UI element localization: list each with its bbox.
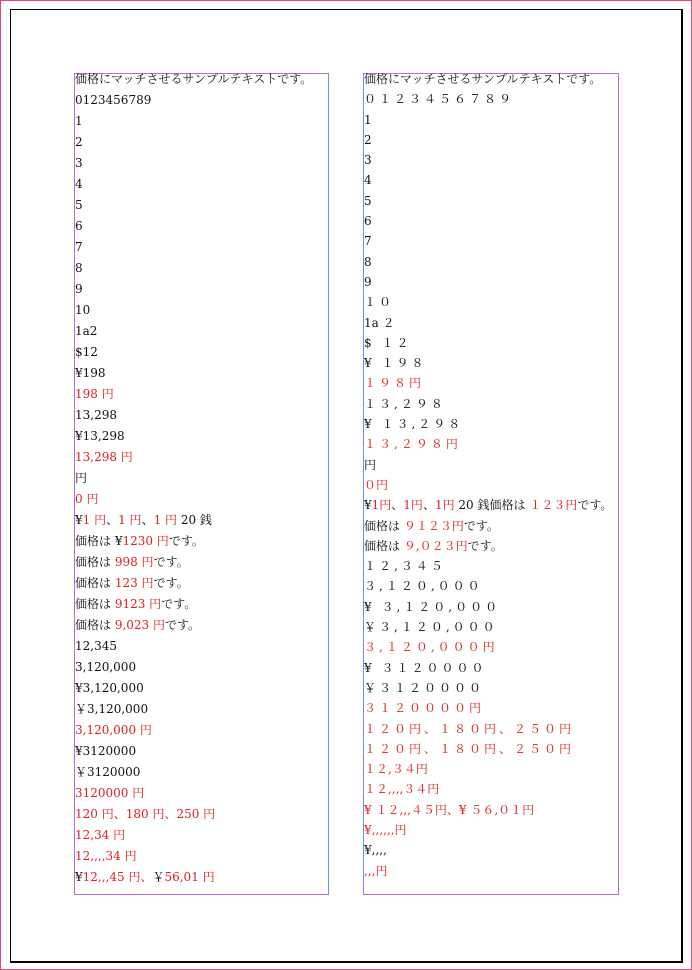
left-column-line (75, 638, 327, 659)
right-column-line (364, 315, 618, 335)
right-column-line (364, 863, 618, 883)
text-segment: 4 (364, 173, 372, 188)
left-column-line (75, 71, 327, 92)
text-fragment: ￥ (152, 870, 165, 884)
text-segment: 120 円、180 円、250 円 (75, 807, 216, 821)
text-segment: １２０円、１８０円、２５０円 (364, 741, 575, 756)
text-segment: 、 (106, 513, 119, 527)
text-segment: 、 (391, 498, 404, 513)
left-column-line (75, 428, 327, 449)
text-segment: 5 (364, 193, 372, 208)
text-segment: ¥ １２,,,４５円、¥ ５６,０１円 (364, 802, 535, 817)
left-column-line (75, 554, 327, 575)
text-segment: ¥3,120,000 (75, 681, 144, 695)
text-segment: １０ (364, 295, 395, 310)
text-segment: 6 (364, 214, 372, 229)
right-column-line (364, 436, 618, 456)
right-column-line (364, 619, 618, 639)
text-fragment: 12,,,45 円、 (82, 870, 153, 884)
right-column-line (364, 822, 618, 842)
left-column-line (75, 533, 327, 554)
left-column-line (75, 743, 327, 764)
left-column-line (75, 92, 327, 113)
gutter-rule-left (328, 73, 329, 895)
text-segment: ¥ (364, 498, 372, 513)
text-segment: 価格は (75, 576, 115, 590)
text-segment: 1a ２ (364, 315, 395, 330)
right-column-line (364, 71, 618, 91)
right-column-line (364, 639, 618, 659)
left-column-line (75, 785, 327, 806)
left-column-line (75, 701, 327, 722)
text-segment: ¥ １９８ (364, 356, 427, 371)
left-column-line (75, 680, 327, 701)
left-column-line (75, 365, 327, 386)
text-segment: 13,298 (75, 408, 117, 422)
right-column-line (364, 254, 618, 274)
text-segment: ¥ (75, 513, 83, 527)
right-column-text (364, 71, 618, 883)
text-segment: 13,298 円 (75, 450, 133, 464)
text-segment: 3,120,000 円 (75, 723, 152, 737)
right-column-line (364, 497, 618, 517)
text-segment: ¥13,298 (75, 429, 125, 443)
text-fragment: 56,01 円 (164, 870, 215, 884)
text-segment: 価格は ¥ (75, 534, 123, 548)
text-segment: ９,０２３円 (403, 538, 468, 553)
right-column-line (364, 193, 618, 213)
text-segment: 12,,,,34 円 (75, 849, 137, 863)
left-column-line (75, 596, 327, 617)
left-column-line (75, 323, 327, 344)
text-segment: 3 (75, 156, 83, 170)
text-segment: ￥３１２００００ (364, 680, 485, 695)
right-column-line (364, 558, 618, 578)
text-segment: です。 (168, 534, 204, 548)
right-column-line (364, 599, 618, 619)
left-column-line (75, 764, 327, 785)
text-segment: 3 (364, 153, 372, 168)
right-column-line (364, 680, 618, 700)
left-column-line (75, 722, 327, 743)
left-column-line (75, 134, 327, 155)
right-column-line (364, 660, 618, 680)
text-segment: 1 円 (153, 513, 178, 527)
text-segment: 円 (364, 457, 377, 472)
text-segment: です。 (153, 576, 189, 590)
text-segment: １２０円、１８０円、２５０円 (364, 721, 575, 736)
text-segment: ￥3120000 (75, 765, 141, 779)
right-column-line (364, 781, 618, 801)
left-column-line (75, 260, 327, 281)
right-column-line (364, 294, 618, 314)
text-segment: ￥3,120,000 (75, 702, 149, 716)
text-segment: ¥ １３,２９８ (364, 417, 464, 432)
text-segment: 1a2 (75, 324, 98, 338)
right-column-line (364, 172, 618, 192)
text-segment: 9 (364, 274, 372, 289)
text-segment: 1円 (371, 498, 392, 513)
right-column-line (364, 132, 618, 152)
text-segment: 9,023 円 (114, 618, 165, 632)
right-column-line (364, 375, 618, 395)
text-segment: 1円 (434, 498, 455, 513)
text-segment: 、 (422, 498, 435, 513)
right-column-line (364, 396, 618, 416)
text-segment: １９８円 (364, 376, 425, 391)
left-column-line (75, 281, 327, 302)
text-segment: 1 (75, 114, 83, 128)
text-segment: ０１２３４５６７８９ (364, 92, 515, 107)
text-segment: です。 (161, 597, 197, 611)
text-segment: $ １２ (364, 335, 412, 350)
text-segment: 4 (75, 177, 83, 191)
text-segment: ３１２００００円 (364, 701, 485, 716)
text-segment: です。 (577, 498, 613, 513)
right-column-line (364, 518, 618, 538)
text-fragment: ¥ (75, 870, 83, 884)
left-column-line (75, 197, 327, 218)
left-column-line (75, 827, 327, 848)
right-column-line (364, 802, 618, 822)
text-segment: 価格は (75, 555, 115, 569)
text-segment: ９１２３円 (403, 518, 464, 533)
text-segment: 9 (75, 282, 83, 296)
left-column-line (75, 848, 327, 869)
text-segment: 1 円 (118, 513, 142, 527)
text-segment: です。 (165, 618, 201, 632)
right-column-line (364, 416, 618, 436)
right-column-line (364, 233, 618, 253)
left-column-line (75, 344, 327, 365)
text-segment: ¥3120000 (75, 744, 137, 758)
right-column-line (364, 152, 618, 172)
text-segment: ¥ ３,１２０,０００ (364, 599, 501, 614)
text-segment: 10 (75, 303, 91, 317)
left-column-line (75, 155, 327, 176)
left-column-line (75, 617, 327, 638)
left-column-line (75, 407, 327, 428)
text-segment: $12 (75, 345, 98, 359)
text-segment: ３,１２０,０００円 (364, 640, 498, 655)
text-segment: 8 (364, 254, 372, 269)
text-segment: ¥,,,, (364, 843, 387, 858)
right-column-line (364, 274, 618, 294)
text-segment: 198 円 (75, 387, 114, 401)
text-segment: ３,１２０,０００ (364, 579, 483, 594)
text-segment: 0 円 (75, 492, 99, 506)
text-segment: 価格は (364, 518, 404, 533)
right-column-line (364, 355, 618, 375)
right-column-line (364, 741, 618, 761)
text-segment: ¥198 (75, 366, 106, 380)
left-column-line (75, 449, 327, 470)
right-column-line (364, 91, 618, 111)
text-segment: ￥３,１２０,０００ (364, 620, 498, 635)
text-segment: １２３円 (529, 498, 578, 513)
text-segment: 価格にマッチさせるサンプルテキストです。 (75, 72, 313, 86)
left-column-text (75, 71, 327, 890)
right-column-line (364, 842, 618, 862)
left-column-line (75, 659, 327, 680)
text-segment: 5 (75, 198, 83, 212)
text-segment: 2 (75, 135, 83, 149)
text-segment: です。 (467, 538, 503, 553)
left-column-line (75, 239, 327, 260)
text-segment: 1円 (403, 498, 423, 513)
text-segment: 8 (75, 261, 83, 275)
left-column-line (75, 176, 327, 197)
right-column-line (364, 761, 618, 781)
text-segment: 7 (75, 240, 83, 254)
text-segment: 0123456789 (75, 93, 152, 107)
text-segment: 12,34 円 (75, 828, 126, 842)
text-segment: 価格にマッチさせるサンプルテキストです。 (364, 72, 602, 86)
right-column-line (364, 700, 618, 720)
left-column-line (75, 512, 327, 533)
left-column-line (75, 113, 327, 134)
text-segment: です。 (463, 518, 499, 533)
text-segment: です。 (153, 555, 189, 569)
text-segment: １３,２９８円 (364, 437, 461, 452)
text-segment: 3,120,000 (75, 660, 137, 674)
text-segment: 1 (364, 112, 372, 127)
text-segment: １２,,,,３４円 (364, 782, 440, 797)
left-column-line (75, 491, 327, 512)
left-column-line (75, 806, 327, 827)
text-segment: １３,２９８ (364, 396, 446, 411)
text-segment: 6 (75, 219, 83, 233)
right-column-line (364, 213, 618, 233)
text-segment: 価格は (75, 618, 115, 632)
text-segment: 価格は (75, 597, 115, 611)
left-column-line (75, 869, 327, 890)
text-segment: 9123 円 (114, 597, 162, 611)
text-segment: 123 円 (114, 576, 154, 590)
right-column-line (364, 578, 618, 598)
text-segment: 、 (141, 513, 154, 527)
text-segment: ,,,円 (364, 863, 388, 878)
text-segment: ¥ ３１２００００ (364, 660, 487, 675)
text-segment: １２,３４円 (364, 762, 428, 777)
right-column-line (364, 112, 618, 132)
right-column-line (364, 538, 618, 558)
text-segment: 円 (75, 471, 88, 485)
text-segment: 2 (364, 132, 372, 147)
text-segment: 20 銭 (177, 513, 212, 527)
text-segment: 価格は (364, 538, 404, 553)
right-column-line (364, 457, 618, 477)
left-column-line (75, 386, 327, 407)
left-column-line (75, 302, 327, 323)
text-segment: 3120000 円 (75, 786, 145, 800)
text-segment: 20 銭価格は (454, 498, 530, 513)
right-column-line (364, 335, 618, 355)
left-column-line (75, 575, 327, 596)
text-segment: 1230 円 (122, 534, 169, 548)
left-column-line (75, 470, 327, 491)
right-column-line (364, 721, 618, 741)
text-segment: １２,３４５ (364, 559, 446, 574)
left-column-line (75, 218, 327, 239)
text-segment: 998 円 (114, 555, 154, 569)
text-segment: 12,345 (75, 639, 117, 653)
text-segment: ０円 (364, 477, 389, 492)
text-segment: 1 円 (82, 513, 107, 527)
text-segment: 7 (364, 234, 372, 249)
right-column-line (364, 477, 618, 497)
text-segment: ¥,,,,,,円 (364, 822, 407, 837)
text-segment (75, 870, 215, 884)
